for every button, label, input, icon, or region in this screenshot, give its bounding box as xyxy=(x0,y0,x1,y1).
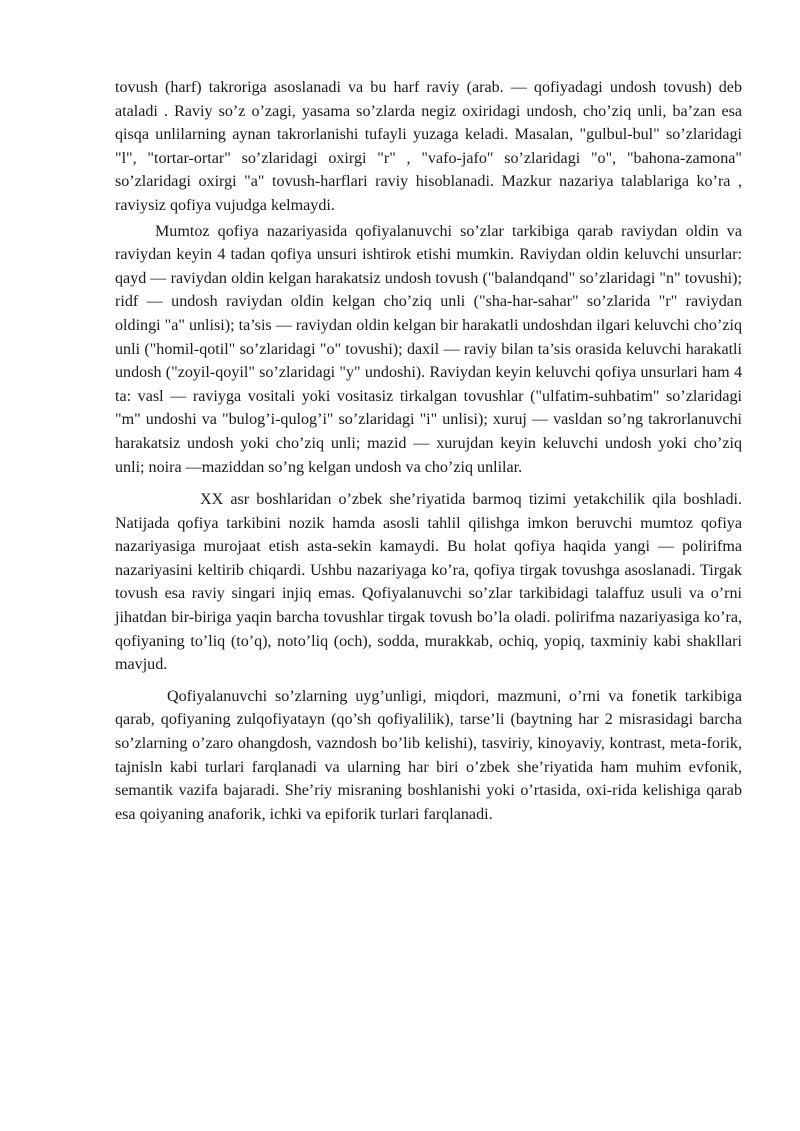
paragraph-classical-rhyme-elements: Mumtoz qofiya nazariyasida qofiyalanuvchi so’zlar tarkibiga qarab raviydan oldin va raviydan keyin 4 tadan qofiya unsuri ishtirok etishi mumkin. Raviydan oldin keluvchi unsurlar: qayd — raviydan oldin kelgan harakatsiz undosh tovush ("balandqand" so’zlaridagi "n" tovushi); ridf — undosh raviydan oldin kelgan cho’ziq unli ("sha-har-sahar" so’zlarida "r" raviydan oldingi "a" unlisi); ta’sis — raviydan oldin kelgan bir harakatli undoshdan ilgari keluvchi cho’ziq unli ("homil-qotil" so’zlaridagi "o" tovushi); daxil — raviy bilan ta’sis orasida keluvchi harakatli undosh ("zoyil-qoyil" so’zlaridagi "y" undoshi). Raviydan keyin keluvchi qofiya unsurlari ham 4 ta: vasl — raviyga vositali yoki vositasiz tirkalgan tovushlar ("ulfatim-suhbatim" so’zlaridagi "m" undoshi va "bulog’i-qulog’i" so’zlaridagi "i" unlisi); xuruj — vasldan so’ng takrorlanuvchi harakatsiz undosh yoki cho’ziq unli; mazid — xurujdan keyin keluvchi undosh yoki cho’ziq unli; noira —maziddan so’ng kelgan undosh va cho’ziq unlilar. xyxy=(115,222,742,476)
paragraph-polyrhyme-theory: XX asr boshlaridan o’zbek she’riyatida barmoq tizimi yetakchilik qila boshladi. Natijada qofiya tarkibini nozik hamda asosli tahlil qilishga imkon beruvchi mumtoz qofiya nazariyasiga murojaat etish asta-sekin kamaydi. Bu holat qofiya haqida yangi — polirifma nazariyasini keltirib chiqardi. Ushbu nazariyaga ko’ra, qofiya tirgak tovushga asoslanadi. Tirgak tovush esa raviy singari injiq emas. Qofiyalanuvchi so’zlar tarkibidagi talaffuz usuli va o’rni jihatdan bir-biriga yaqin barcha tovushlar tirgak tovush bo’la oladi. polirifma nazariyasiga ko’ra, qofiyaning to’liq (to’q), noto’liq (och), sodda, murakkab, ochiq, yopiq, taxminiy kabi shakllari mavjud. xyxy=(115,491,742,674)
document-body xyxy=(115,76,742,826)
paragraph-raviy-definition: tovush (harf) takroriga asoslanadi va bu harf raviy (arab. — qofiyadagi undosh tovush) deb ataladi . Raviy so’z o’zagi, yasama so’zlarda negiz oxiridagi undosh, cho’ziq unli, ba’zan esa qisqa unlilarning aynan takrorlanishi tufayli yuzaga keladi. Masalan, "gulbul-bul" so’zlaridagi "l", "tortar-ortar" so’zlaridagi oxirgi "r" , "vafo-jafo" so’zlaridagi "o", "bahona-zamona" so’zlaridagi oxirgi "a" tovush-harflari raviy hisoblanadi. Mazkur nazariya talablariga ko’ra , raviysiz qofiya vujudga kelmaydi. xyxy=(115,79,742,214)
paragraph-rhyme-types: Qofiyalanuvchi so’zlarning uyg’unligi, miqdori, mazmuni, o’rni va fonetik tarkibiga qarab, qofiyaning zulqofiyatayn (qo’sh qofiyalilik), tarse’li (baytning har 2 misrasidagi barcha so’zlarning o’zaro ohangdosh, vazndosh bo’lib kelishi), tasviriy, kinoyaviy, kontrast, meta-forik, tajnisln kabi turlari farqlanadi va ularning har biri o’zbek she’riyatida ham muhim evfonik, semantik vazifa bajaradi. She’riy misraning boshlanishi yoki o’rtasida, oxi-rida kelishiga qarab esa qoiyaning anaforik, ichki va epiforik turlari farqlanadi. xyxy=(115,687,742,823)
